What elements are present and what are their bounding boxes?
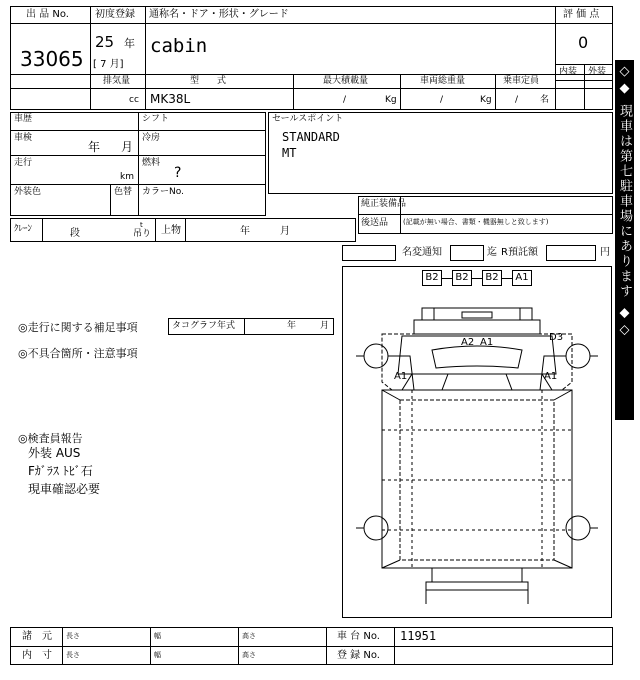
mileage-unit: km — [120, 172, 134, 182]
max-load-value: / — [343, 95, 347, 105]
exterior-label: 外装 — [588, 67, 607, 77]
dims-width-label: 幅 — [154, 651, 161, 659]
truck-outline-diagram — [342, 266, 612, 618]
damage-code-b2-2: B2 — [452, 270, 472, 286]
inspection-month-unit: 月 — [121, 140, 134, 154]
first-registration-label: 初度登録 — [95, 9, 135, 20]
damage-code-a1-top: A1 — [512, 270, 532, 286]
yen-unit: 円 — [600, 247, 610, 258]
crane-capacity-suffix: 吊り — [133, 229, 152, 239]
fuel-label: 燃料 — [142, 158, 161, 168]
inspection-year-unit: 年 — [88, 140, 101, 154]
max-load-unit: Kg — [385, 95, 397, 105]
damage-code-b2-1: B2 — [422, 270, 442, 286]
ac-label: 冷房 — [142, 133, 161, 143]
delivery-items-label: 後送品 — [361, 218, 389, 228]
color-change-label: 色替 — [114, 187, 133, 197]
type-label: 型 式 — [190, 76, 227, 86]
dims-row-label: 内 寸 — [22, 650, 52, 661]
model-name-label: 通称名・ドア・形状・グレード — [149, 9, 289, 20]
side-banner — [615, 60, 634, 420]
recycle-amount-box — [546, 245, 596, 261]
inspection-label: 車検 — [14, 133, 33, 143]
damage-code-a1-center: A1 — [480, 337, 494, 348]
crane-capacity-unit: t — [140, 221, 143, 229]
displacement-label: 排気量 — [103, 76, 131, 86]
inspector-report-line-1: 外装 AUS — [28, 446, 81, 460]
driving-remarks-title: ◎走行に関する補足事項 — [18, 321, 138, 334]
sales-point-line-1: STANDARD — [282, 130, 340, 144]
displacement-unit: cc — [129, 95, 139, 105]
specs-length-label: 長さ — [66, 632, 80, 640]
shift-label: シフト — [142, 114, 170, 124]
capacity-label: 乗車定員 — [503, 76, 540, 86]
inspector-report-title: ◎検査員報告 — [18, 432, 83, 445]
crane-stage-unit: 段 — [70, 228, 80, 239]
registration-number-label: 登 録 No. — [337, 650, 380, 661]
inspector-report-line-2: Fｶﾞﾗｽ ﾄﾋﾞ石 — [28, 464, 93, 478]
tachograph-label: タコグラフ年式 — [172, 321, 236, 331]
model-name: cabin — [150, 35, 208, 57]
genuine-equipment-label: 純正装備品 — [361, 199, 407, 209]
sales-point-label: セールスポイント — [272, 114, 344, 124]
mileage-label: 走行 — [14, 158, 33, 168]
tachograph-month-unit: 月 — [320, 321, 330, 331]
crane-label: ｸﾚｰﾝ — [14, 224, 33, 234]
delivery-items-note: (記載が無い場合、書類・機器無しと致します) — [403, 218, 549, 226]
dims-height-label: 高さ — [242, 651, 256, 659]
header-frame — [10, 6, 613, 110]
name-change-suffix: 迄 — [487, 247, 497, 258]
interior-label: 内装 — [559, 67, 578, 77]
type-value: MK38L — [150, 92, 191, 106]
damage-code-a1-left: A1 — [394, 371, 408, 382]
side-banner-text: ◇◆ 現車は第七駐車場にあります ◆◇ — [617, 64, 632, 340]
exterior-color-label: 外装色 — [14, 187, 42, 197]
name-change-box — [342, 245, 396, 261]
color-number-label: カラーNo. — [142, 187, 184, 197]
registration-year: 25 — [95, 33, 115, 51]
name-change-label: 名変通知 — [402, 247, 442, 258]
dims-length-label: 長さ — [66, 651, 80, 659]
upper-year-unit: 年 — [240, 226, 250, 237]
damage-code-d3: D3 — [549, 332, 564, 343]
damage-code-a1-right: A1 — [544, 371, 558, 382]
registration-month: [ 7 月] — [93, 59, 124, 70]
capacity-unit: 名 — [540, 95, 550, 105]
damage-code-b2-3: B2 — [482, 270, 502, 286]
lot-number: 33065 — [20, 47, 84, 71]
registration-year-unit: 年 — [124, 37, 135, 50]
sales-point-line-2: MT — [282, 146, 297, 160]
lot-number-label: 出 品 No. — [26, 9, 69, 20]
name-change-date-box — [450, 245, 484, 261]
fuel-value: ? — [174, 165, 182, 181]
specs-height-label: 高さ — [242, 632, 256, 640]
max-load-label: 最大積載量 — [323, 76, 369, 86]
inspector-report-line-3: 現車確認必要 — [28, 482, 101, 496]
chassis-number-label: 車 台 No. — [337, 631, 380, 642]
tachograph-year-unit: 年 — [287, 321, 297, 331]
damage-code-a2: A2 — [461, 337, 475, 348]
specs-row-label: 諸 元 — [22, 631, 52, 642]
specs-width-label: 幅 — [154, 632, 161, 640]
upper-month-unit: 月 — [280, 226, 290, 237]
gross-weight-unit: Kg — [480, 95, 492, 105]
capacity-value: / — [515, 95, 519, 105]
history-label: 車歴 — [14, 114, 33, 124]
gross-weight-value: / — [440, 95, 444, 105]
chassis-number: 11951 — [400, 629, 437, 643]
upper-body-label: 上物 — [161, 225, 181, 236]
grade-value: 0 — [578, 33, 589, 52]
grade-label: 評 価 点 — [563, 9, 600, 20]
crane-row-frame — [10, 218, 356, 242]
recycle-label: R預託額 — [501, 247, 538, 258]
defects-title: ◎不具合箇所・注意事項 — [18, 347, 138, 360]
gross-weight-label: 車両総重量 — [420, 76, 466, 86]
